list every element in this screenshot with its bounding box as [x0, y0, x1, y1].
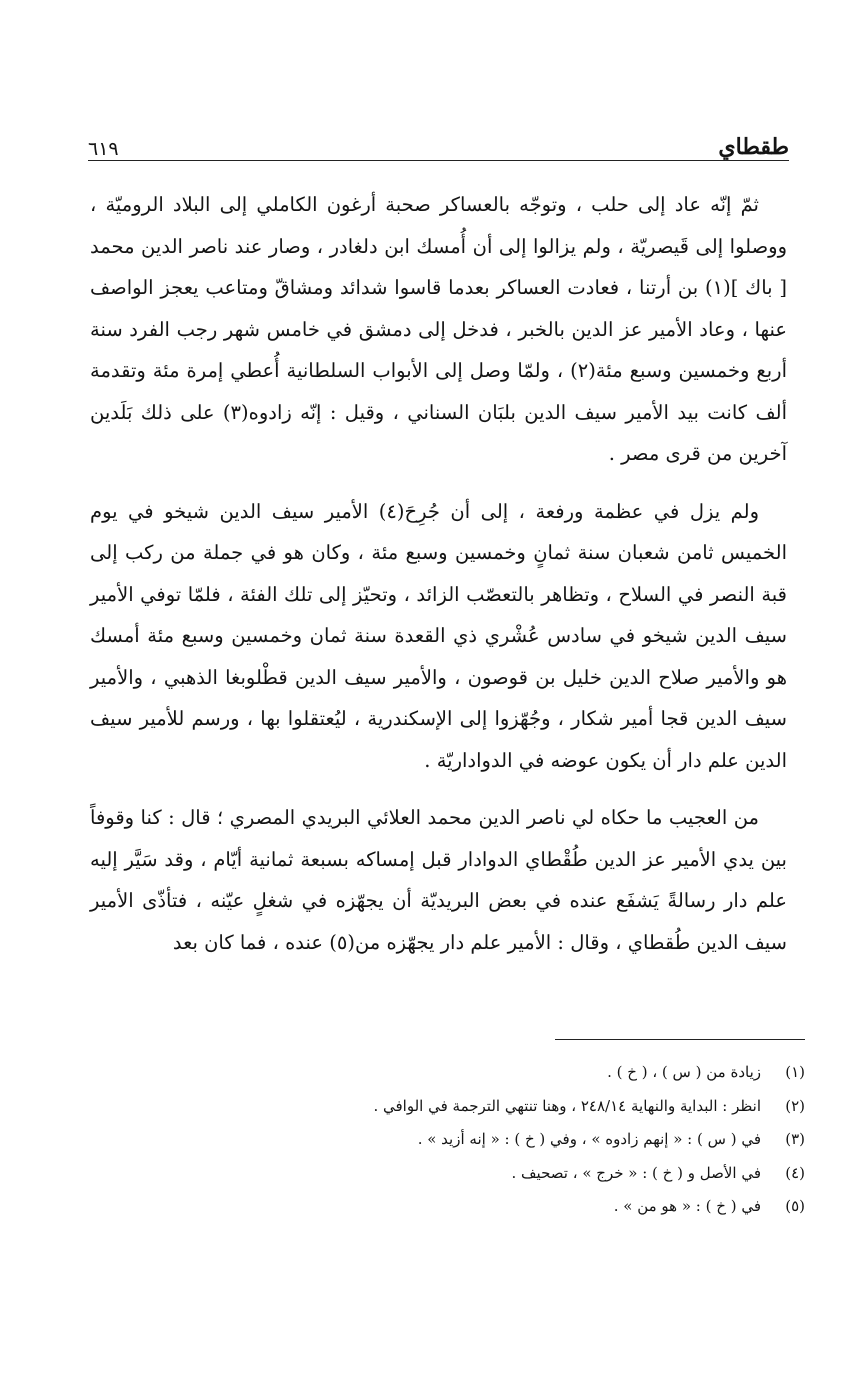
- footnote-text: في الأصل و ( خ ) : « خرج » ، تصحيف .: [511, 1163, 761, 1182]
- running-title: طقطاي: [718, 134, 789, 160]
- footnote-number: (١): [785, 1063, 805, 1081]
- footnote-text: انظر : البداية والنهاية ٢٤٨/١٤ ، وهنا تنتهي الترجمة في الوافي .: [373, 1096, 761, 1115]
- paragraph: ثمّ إنّه عاد إلى حلب ، وتوجّه بالعساكر صحبة أرغون الكاملي إلى البلاد الروميّة ، ووصلوا إلى قَيصريّة ، ولم يزالوا إلى أن أُمسك ابن دلغادر ، وصار عند ناصر الدين محمد [ باك ](١) بن أرتنا ، فعادت العساكر بعدما قاسوا شدائد ومشاقّ ومتاعب يعجز الواصف عنها ، وعاد الأمير عز الدين بالخبر ، فدخل إلى دمشق في خامس شهر رجب الفرد سنة أربع وخمسين وسبع مئة(٢) ، ولمّا وصل إلى الأبواب السلطانية أُعطي إمرة مئة وتقدمة ألف كانت بيد الأمير سيف الدين بلبَان السناني ، وقيل : إنّه زادوه(٣) على ذلك بَلَدين آخرين من قرى مصر .: [90, 193, 787, 465]
- footnote: [200, 1056, 805, 1090]
- paragraph: من العجيب ما حكاه لي ناصر الدين محمد العلائي البريدي المصري ؛ قال : كنا وقوفاً بين يدي الأمير عز الدين طُقْطاي الدوادار قبل إمساكه بسبعة ثمانية أيّام ، وقد سَيَّر إليه علم دار رسالةً يَشفَع عنده في بعض البريديّة أن يجهّزه في شغلٍ عيّنه ، فتأذّى الأمير سيف الدين طُقطاي ، وقال : الأمير علم دار يجهّزه من(٥) عنده ، فما كان بعد: [90, 806, 787, 954]
- page-number: ٦١٩: [88, 138, 119, 160]
- paragraph: ولم يزل في عظمة ورفعة ، إلى أن جُرِحَ(٤) الأمير سيف الدين شيخو في يوم الخميس ثامن شعبان سنة ثمانٍ وخمسين وسبع مئة ، وكان هو في جملة من ركب إلى قبة النصر في السلاح ، وتظاهر بالتعصّب الزائد ، وتحيّز إلى تلك الفئة ، فلمّا توفي الأمير سيف الدين شيخو في سادس عُشْري ذي القعدة سنة ثمان وخمسين وسبع مئة أمسك هو والأمير صلاح الدين خليل بن قوصون ، والأمير سيف الدين قطْلوبغا الذهبي ، والأمير سيف الدين قجا أمير شكار ، وجُهّزوا إلى الإسكندرية ، ليُعتقلوا بها ، ورسم للأمير سيف الدين علم دار أن يكون عوضه في الدواداريّة .: [90, 499, 787, 772]
- footnote: [200, 1090, 805, 1124]
- footnote-text: في ( خ ) : « هو من » .: [613, 1197, 761, 1215]
- footnote-number: (٥): [785, 1197, 805, 1215]
- footnote-number: (٤): [785, 1163, 805, 1182]
- footnote-text: في ( س ) : « إنهم زادوه » ، وفي ( خ ) : « إنه أزيد » .: [417, 1130, 761, 1148]
- footnote-number: (٣): [785, 1130, 805, 1148]
- footnote: [200, 1190, 805, 1224]
- footnote: [200, 1123, 805, 1157]
- footnote: [200, 1157, 805, 1191]
- footnotes: [200, 1056, 805, 1224]
- main-text: [90, 184, 787, 963]
- footnote-text: زيادة من ( س ) ، ( خ ) .: [607, 1063, 761, 1081]
- footnote-separator: [555, 1039, 805, 1040]
- footnote-number: (٢): [785, 1096, 805, 1115]
- header-rule: [88, 160, 789, 161]
- running-header: [88, 126, 789, 160]
